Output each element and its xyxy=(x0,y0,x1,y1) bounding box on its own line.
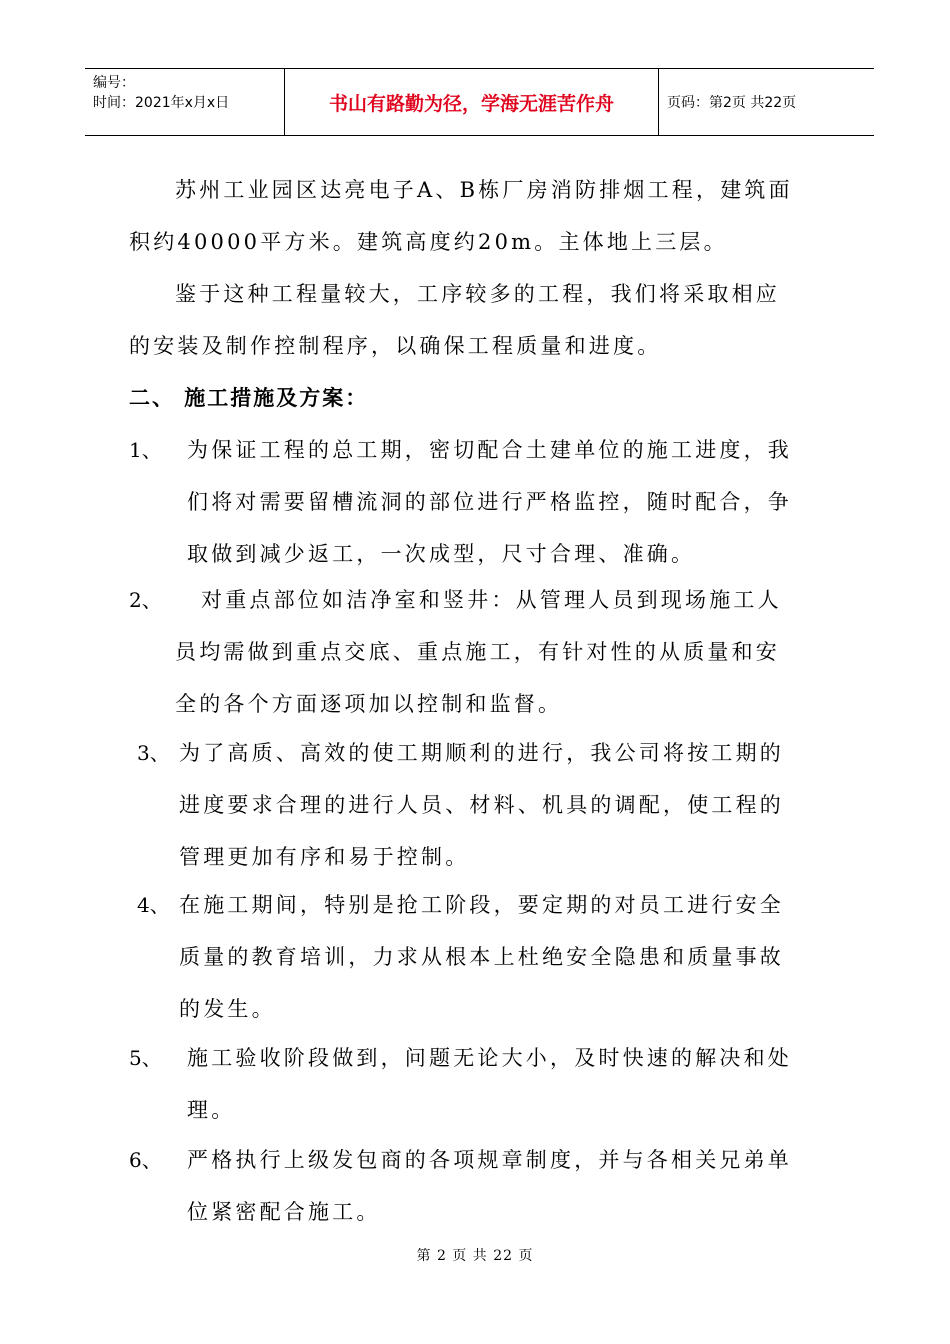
header-time-label: 时间：2021年x月x日 xyxy=(93,95,230,111)
list-item-number: 2、 xyxy=(129,588,162,612)
intro-line: 的安装及制作控制程序，以确保工程质量和进度。 xyxy=(129,334,662,358)
intro-line: 积约40000平方米。建筑高度约20m。主体地上三层。 xyxy=(129,230,728,254)
header-divider-right xyxy=(658,69,659,135)
header-number-label: 编号： xyxy=(93,75,135,91)
list-item-line: 的发生。 xyxy=(179,997,276,1021)
page-footer: 第 2 页 共 22 页 xyxy=(416,1248,534,1264)
list-item-line: 进度要求合理的进行人员、材料、机具的调配，使工程的 xyxy=(179,793,784,817)
list-item-line: 在施工期间，特别是抢工阶段，要定期的对员工进行安全 xyxy=(179,893,784,917)
header-meta xyxy=(93,73,229,113)
list-item-number: 6、 xyxy=(129,1148,162,1172)
list-item-line: 管理更加有序和易于控制。 xyxy=(179,845,470,869)
intro-line: 鉴于这种工程量较大，工序较多的工程，我们将采取相应 xyxy=(175,282,780,306)
list-item-line: 全的各个方面逐项加以控制和监督。 xyxy=(175,692,563,716)
header-page-label: 页码：第2页 共22页 xyxy=(667,95,797,111)
list-item-line: 为保证工程的总工期，密切配合土建单位的施工进度，我 xyxy=(187,438,792,462)
intro-line: 苏州工业园区达亮电子A、B栋厂房消防排烟工程，建筑面 xyxy=(175,178,793,202)
list-item-line: 质量的教育培训，力求从根本上杜绝安全隐患和质量事故 xyxy=(179,945,784,969)
list-item-number: 3、 xyxy=(137,741,170,765)
list-item-line: 严格执行上级发包商的各项规章制度，并与各相关兄弟单 xyxy=(187,1148,792,1172)
list-item-line: 施工验收阶段做到，问题无论大小，及时快速的解决和处 xyxy=(187,1046,792,1070)
list-item-number: 4、 xyxy=(137,893,170,917)
list-item-line: 位紧密配合施工。 xyxy=(187,1200,381,1224)
list-item-number: 1、 xyxy=(129,438,162,462)
list-item-line: 取做到减少返工，一次成型，尺寸合理、准确。 xyxy=(187,542,696,566)
header-motto: 书山有路勤为径，学海无涯苦作舟 xyxy=(328,93,614,115)
list-item-line: 对重点部位如洁净室和竖井：从管理人员到现场施工人 xyxy=(201,588,782,612)
list-item-number: 5、 xyxy=(129,1046,162,1070)
section-heading: 二、 施工措施及方案： xyxy=(129,385,369,410)
document-header xyxy=(85,68,874,136)
list-item-line: 理。 xyxy=(187,1098,236,1122)
list-item-line: 员均需做到重点交底、重点施工，有针对性的从质量和安 xyxy=(175,640,780,664)
list-item-line: 们将对需要留槽流洞的部位进行严格监控，随时配合，争 xyxy=(187,490,792,514)
list-item-line: 为了高质、高效的使工期顺利的进行，我公司将按工期的 xyxy=(179,741,784,765)
